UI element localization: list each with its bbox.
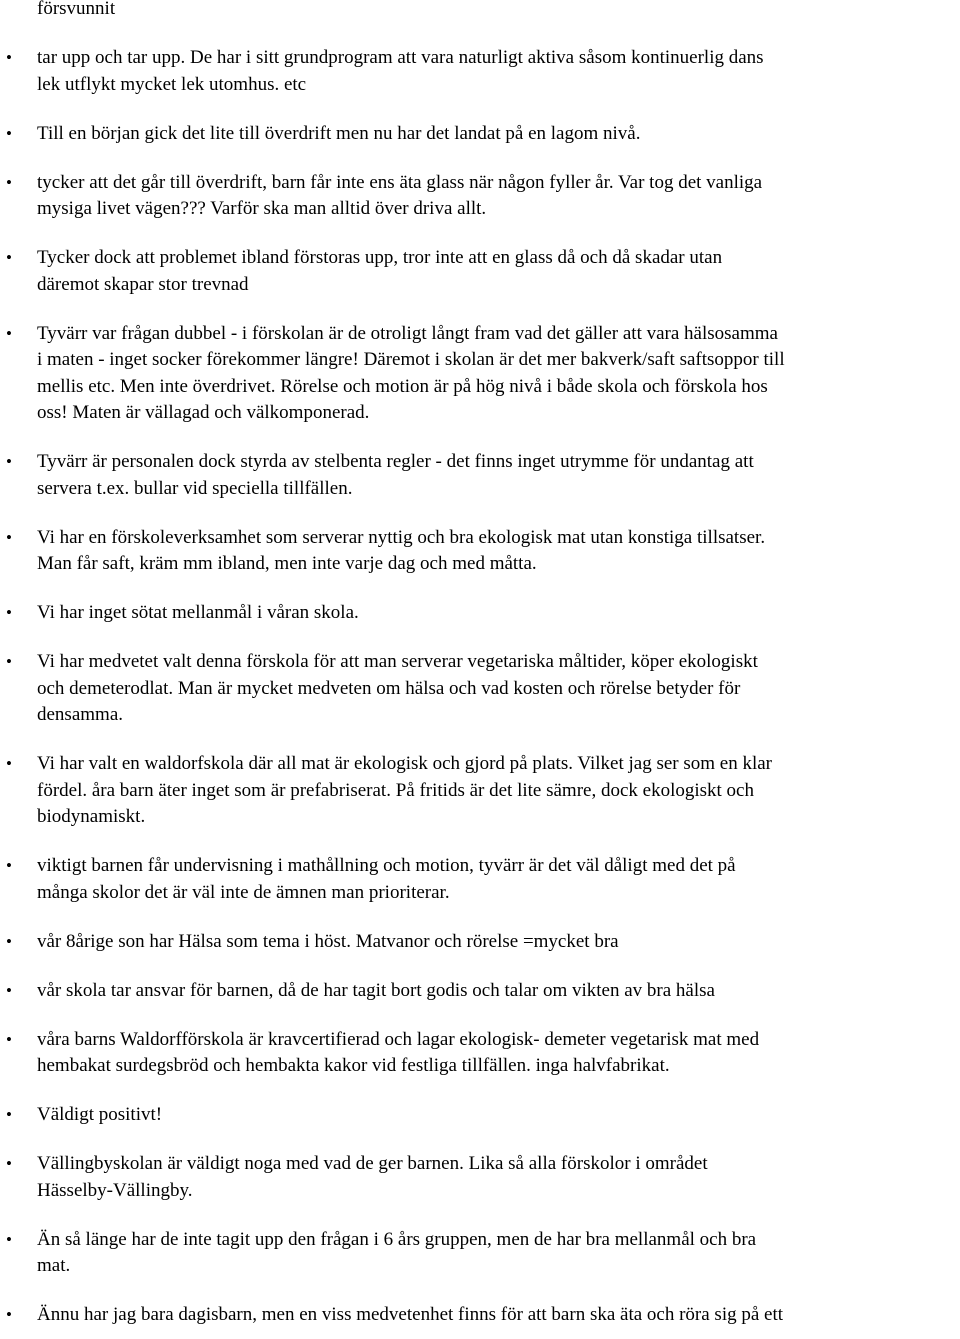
list-item-line: vår 8årige son har Hälsa som tema i höst. Matvanor och rörelse =mycket bra [37, 930, 619, 952]
list-item-line: Man får saft, kräm mm ibland, men inte varje dag och med måtta. [37, 553, 537, 574]
list-item [0, 751, 960, 831]
list-item-line: våra barns Waldorfförskola är kravcertifierad och lagar ekologisk- demeter vegetarisk mat med [37, 1028, 760, 1050]
list-item [0, 929, 960, 956]
bullet-icon: • [6, 172, 12, 192]
bullet-icon: • [6, 1229, 12, 1249]
list-item-line: däremot skapar stor trevnad [37, 273, 249, 295]
list-item [0, 245, 960, 298]
list-item-line: Till en början gick det lite till överdrift men nu har det landat på en lagom nivå. [37, 122, 641, 144]
list-item-line: Vällingbyskolan är väldigt noga med vad de ger barnen. Lika så alla förskolor i området [37, 1153, 708, 1174]
list-item-line: vår skola tar ansvar för barnen, då de har tagit bort godis och talar om vikten av bra hälsa [37, 979, 715, 1001]
list-item [0, 121, 960, 148]
list-item-line: Vi har inget sötat mellanmål i våran skola. [37, 602, 359, 623]
list-item-line: servera t.ex. bullar vid speciella tillfällen. [37, 477, 353, 499]
list-item-line: Tycker dock att problemet ibland förstoras upp, tror inte att en glass då och då skadar utan [37, 247, 723, 268]
list-item [0, 1227, 960, 1280]
list-item [0, 45, 960, 98]
list-item-line: mysiga livet vägen??? Varför ska man alltid över driva allt. [37, 198, 487, 219]
list-item-line: Väldigt positivt! [37, 1104, 163, 1125]
bullet-icon: • [6, 1154, 12, 1173]
list-item-line: många skolor det är väl inte de ämnen man prioriterar. [37, 881, 450, 903]
response-list [0, 45, 960, 1339]
bullet-icon: • [6, 123, 12, 143]
list-item-line: mellis etc. Men inte överdrivet. Rörelse och motion är på hög nivå i både skola och förskola hos [37, 375, 768, 397]
list-item [0, 978, 960, 1005]
list-item-line: fördel. åra barn äter inget som är prefabriserat. På fritids är det lite sämre, dock ekologiskt och [37, 779, 754, 801]
list-item-line: och demeterodlat. Man är mycket medveten om hälsa och vad kosten och rörelse betyder för [37, 677, 741, 699]
bullet-icon: • [6, 754, 12, 773]
bullet-icon: • [6, 931, 12, 951]
bullet-icon: • [6, 980, 12, 1000]
bullet-icon: • [6, 452, 12, 471]
list-item [0, 600, 960, 627]
list-item [0, 649, 960, 729]
bullet-icon: • [6, 248, 12, 267]
list-item [0, 525, 960, 578]
bullet-icon: • [6, 603, 12, 622]
list-item-line: tycker att det går till överdrift, barn får inte ens äta glass när någon fyller år. Var tog det vanliga [37, 171, 763, 193]
list-item [0, 853, 960, 906]
list-item-line: Än så länge har de inte tagit upp den frågan i 6 års gruppen, men de har bra mellanmål och bra [37, 1228, 757, 1250]
list-item [0, 449, 960, 502]
list-item-line: biodynamiskt. [37, 806, 146, 827]
bullet-icon: • [6, 323, 12, 343]
list-item-line: viktigt barnen får undervisning i mathållning och motion, tyvärr är det väl dåligt med det på [37, 855, 736, 876]
bullet-icon: • [6, 856, 12, 875]
list-item-line: mat. [37, 1255, 71, 1276]
bullet-icon: • [6, 48, 12, 67]
bullet-icon: • [6, 1105, 12, 1124]
list-item-line: hembakat surdegsbröd och hembakta kakor vid festliga tillfällen. inga halvfabrikat. [37, 1055, 670, 1076]
list-item-line: Tyvärr var frågan dubbel - i förskolan är de otroligt långt fram vad det gäller att vara hälsosamma [37, 322, 778, 344]
list-item-line: tar upp och tar upp. De har i sitt grundprogram att vara naturligt aktiva såsom kontinuerlig dans [37, 47, 764, 68]
list-item-line: Vi har valt en waldorfskola där all mat är ekologisk och gjord på plats. Vilket jag ser som en klar [37, 753, 772, 774]
list-item [0, 170, 960, 223]
list-item [0, 321, 960, 427]
list-item-line: Hässelby-Vällingby. [37, 1179, 193, 1201]
list-item [0, 1027, 960, 1080]
list-item-line: i maten - inget socker förekommer längre! Däremot i skolan är det mer bakverk/saft saftsoppor till [37, 349, 785, 370]
list-item-line: Vi har en förskoleverksamhet som serverar nyttig och bra ekologisk mat utan konstiga tillsatser. [37, 526, 766, 548]
bullet-icon: • [6, 652, 12, 671]
continued-text-fragment: försvunnit [37, 0, 116, 19]
list-item [0, 1102, 960, 1129]
list-item-line: Vi har medvetet valt denna förskola för att man serverar vegetariska måltider, köper ekologiskt [37, 651, 758, 672]
bullet-icon: • [6, 1305, 12, 1324]
list-item-line: Tyvärr är personalen dock styrda av stelbenta regler - det finns inget utrymme för undantag att [37, 451, 754, 472]
list-item-line: densamma. [37, 704, 124, 725]
list-item-line: lek utflykt mycket lek utomhus. etc [37, 73, 307, 95]
list-item-line: Ännu har jag bara dagisbarn, men en viss medvetenhet finns för att barn ska äta och röra sig på ett [37, 1304, 784, 1325]
list-item [0, 1151, 960, 1204]
bullet-icon: • [6, 527, 12, 547]
list-item-line: oss! Maten är vällagad och välkomponerad. [37, 402, 370, 423]
list-item [0, 1302, 960, 1329]
bullet-icon: • [6, 1029, 12, 1049]
